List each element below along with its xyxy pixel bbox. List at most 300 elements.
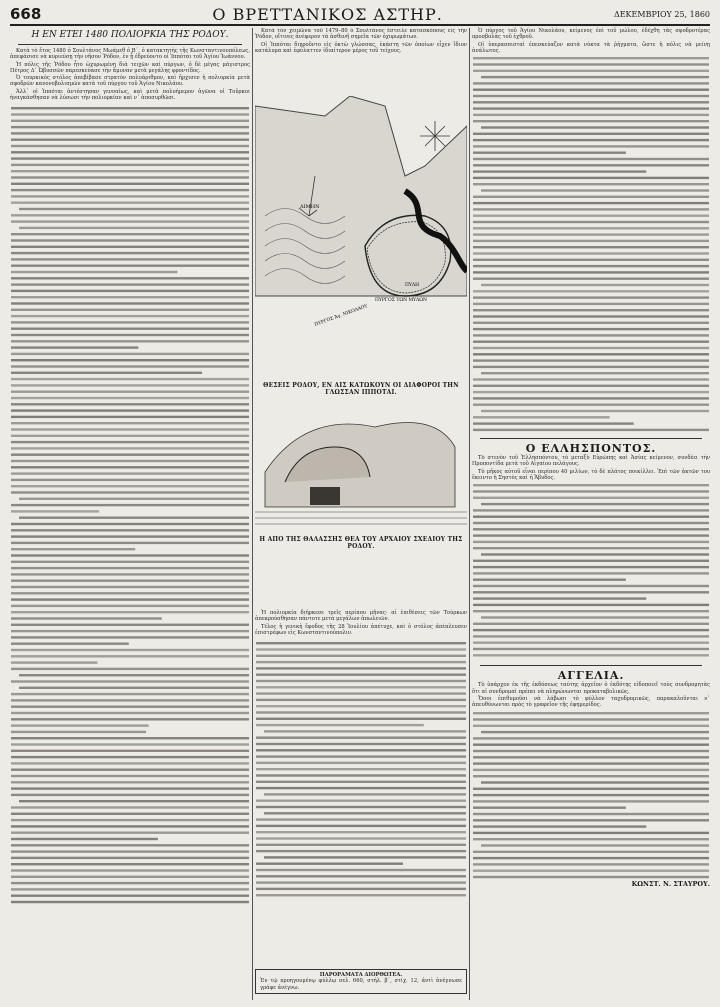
text-line	[256, 781, 466, 783]
paragraph: Τέλος ἡ γενικὴ ἔφοδος τῆς 28 Ἰουλίου ἀπέτυχε, καὶ ὁ στόλος ἀπέπλευσεν ἐπιστρέφων εἰς Κωνσταντινούπολιν.	[255, 623, 467, 636]
text-line	[11, 372, 202, 374]
text-line	[11, 170, 249, 172]
text-line	[11, 347, 138, 349]
text-line	[473, 259, 709, 261]
text-line	[11, 781, 249, 783]
text-line	[11, 460, 249, 462]
text-line	[11, 177, 249, 179]
text-line	[11, 448, 249, 450]
text-line	[473, 856, 709, 858]
text-line	[473, 491, 709, 493]
text-line	[473, 863, 709, 865]
text-line	[256, 743, 466, 745]
text-line	[11, 586, 249, 588]
text-line	[473, 404, 709, 406]
map-label: ΠΥΡΓΟΣ Ἁγ. ΝΙΚΟΛΑΟΥ	[313, 304, 369, 328]
text-line	[11, 769, 249, 771]
article-body	[10, 48, 250, 101]
text-line	[11, 309, 249, 311]
notice-text: Ἐν τῷ προηγουμένῳ φύλλῳ σελ. 660, στήλ. β΄, στίχ. 12, ἀντὶ ἀνέγνωσε γράφε ἀνέγνω.	[260, 978, 462, 991]
text-line	[11, 643, 129, 645]
text-line	[473, 819, 709, 821]
text-line	[11, 555, 249, 557]
text-line	[11, 378, 249, 380]
text-line	[264, 856, 466, 858]
text-line	[473, 158, 709, 160]
text-line	[481, 126, 709, 128]
text-line	[256, 863, 403, 865]
text-line	[11, 763, 249, 765]
text-line	[473, 215, 709, 217]
text-line	[256, 875, 466, 877]
text-line	[264, 793, 466, 795]
text-line	[473, 869, 709, 871]
text-line	[481, 76, 709, 78]
map-label: ΠΥΡΓΟΣ ΤΩΝ ΜΥΛΩΝ	[375, 298, 427, 303]
text-line	[19, 227, 249, 229]
text-line	[473, 278, 709, 280]
text-lines	[11, 107, 249, 903]
text-line	[481, 617, 709, 619]
text-line	[473, 793, 709, 795]
footer-notice-box	[255, 969, 467, 994]
text-line	[19, 674, 249, 676]
text-line	[256, 844, 466, 846]
text-line	[11, 599, 249, 601]
text-line	[11, 473, 249, 475]
text-line	[11, 826, 249, 828]
ads-title: ΑΓΓΕΛΙΑ.	[557, 669, 625, 683]
text-line	[11, 832, 249, 834]
text-line	[11, 561, 249, 563]
text-line	[473, 629, 709, 631]
text-lines	[256, 642, 466, 896]
text-line	[481, 284, 709, 286]
text-line	[473, 800, 709, 802]
text-line	[473, 152, 626, 154]
text-line	[11, 807, 249, 809]
section-body	[472, 455, 710, 481]
text-line	[19, 498, 249, 500]
text-line	[481, 503, 709, 505]
text-line	[11, 196, 249, 198]
text-line	[473, 82, 709, 84]
text-line	[11, 479, 249, 481]
text-line	[473, 528, 709, 530]
text-line	[473, 838, 709, 840]
text-line	[11, 637, 249, 639]
text-line	[11, 611, 249, 613]
text-line	[11, 504, 249, 506]
text-line	[11, 328, 249, 330]
text-line	[11, 259, 249, 261]
text-line	[256, 718, 466, 720]
text-line	[473, 95, 709, 97]
text-line	[473, 875, 709, 877]
text-line	[473, 756, 709, 758]
text-line	[473, 234, 709, 236]
title-rule	[18, 44, 242, 45]
paragraph: Ἡ πόλις τῆς Ῥόδου ἦτο ὠχυρωμένη διὰ τειχῶν καὶ πύργων, ὁ δὲ μέγας μάγιστρος Πέτρος Δ᾽ Ὠβυσσῶν παρεσκεύασε τὴν ἄμυναν μετὰ μεγάλης φροντίδος.	[10, 61, 250, 74]
text-line	[256, 831, 466, 833]
text-line	[473, 535, 709, 537]
text-line	[473, 322, 709, 324]
text-line	[264, 730, 466, 732]
text-line	[473, 429, 709, 431]
paragraph: Ὁ πύργος τοῦ Ἁγίου Νικολάου, κείμενος ἐπὶ τοῦ μώλου, ἐδέχθη τὰς σφοδροτέρας προσβολὰς τοῦ ἐχθροῦ.	[472, 28, 710, 41]
text-line	[11, 290, 249, 292]
paragraph: Τὸ στενὸν τοῦ Ἑλλησπόντου, τὸ μεταξὺ Εὐρώπης καὶ Ἀσίας κείμενον, συνδέει τὴν Προποντίδα μετὰ τοῦ Αἰγαίου πελάγους.	[472, 455, 710, 468]
text-line	[473, 831, 709, 833]
text-line	[473, 315, 709, 317]
right-article-body	[472, 28, 710, 54]
text-line	[11, 315, 249, 317]
text-line	[256, 825, 466, 827]
text-line	[256, 655, 466, 657]
text-line	[473, 353, 709, 355]
text-line	[473, 397, 709, 399]
text-line	[473, 366, 709, 368]
text-line	[256, 837, 466, 839]
page-number: 668	[10, 5, 42, 23]
map-label: ΠΥΛΗ	[405, 283, 420, 288]
text-line	[256, 800, 466, 802]
left-column	[10, 28, 250, 998]
text-line	[473, 579, 626, 581]
text-line	[473, 89, 709, 91]
text-line	[473, 208, 709, 210]
text-line	[11, 340, 249, 342]
text-line	[473, 303, 709, 305]
paragraph: Ἀλλ᾽ οἱ Ἱππόται ἀντέστησαν γενναίως, καὶ μετὰ πολυήμερον ἀγῶνα οἱ Τοῦρκοι ἠναγκάσθησαν νὰ λύσωσι τὴν πολιορκίαν καὶ ν᾽ ἀποσυρθῶσι.	[10, 88, 250, 102]
figure-area	[255, 28, 467, 608]
text-line	[256, 850, 466, 852]
text-line	[473, 183, 709, 185]
text-line	[473, 423, 634, 425]
text-line	[473, 133, 709, 135]
text-line	[473, 57, 709, 59]
text-line	[256, 888, 466, 890]
text-line	[256, 819, 466, 821]
text-line	[256, 642, 466, 644]
text-line	[11, 618, 162, 620]
text-line	[11, 725, 149, 727]
text-line	[256, 869, 466, 871]
text-line	[473, 787, 709, 789]
text-line	[473, 573, 709, 575]
text-line	[19, 208, 249, 210]
ads-rule	[480, 665, 702, 666]
text-line	[481, 730, 709, 732]
text-line	[11, 819, 249, 821]
text-line	[481, 372, 709, 374]
text-line	[473, 516, 709, 518]
text-line	[473, 202, 709, 204]
text-line	[11, 901, 249, 903]
text-line	[11, 706, 249, 708]
text-line	[473, 510, 709, 512]
paragraph: Ἡ πολιορκία διήρκεσε τρεῖς περίπου μῆνας· αἱ ἐπιθέσεις τῶν Τούρκων ἀπεκρούσθησαν πάντοτε μετὰ μεγάλων ἀπωλειῶν.	[255, 610, 467, 623]
rhodes-map-illustration	[255, 96, 467, 396]
paragraph: Τὸ ὑπάρχον ἐκ τῆς ἐκδόσεως ταύτης ἀρχεῖον ὁ ἐκδότης εἰδοποιεῖ τοὺς συνδρομητὰς ὅτι αἱ συνδρομαὶ πρέπει νὰ πληρώνωνται προκαταβολικῶς.	[472, 682, 710, 695]
text-line	[11, 334, 249, 336]
text-line	[473, 391, 709, 393]
text-line	[473, 378, 709, 380]
text-line	[473, 585, 709, 587]
text-line	[11, 756, 249, 758]
text-line	[11, 107, 249, 109]
column-text-texture	[472, 55, 710, 435]
column-divider	[469, 28, 470, 1000]
text-line	[473, 114, 709, 116]
text-line	[473, 806, 626, 808]
text-line	[11, 649, 249, 651]
section-title: Ο ΕΛΛΗΣΠΟΝΤΟΣ.	[525, 442, 657, 456]
text-line	[11, 731, 146, 733]
text-line	[256, 787, 466, 789]
text-line	[473, 825, 646, 827]
text-line	[11, 794, 249, 796]
text-line	[473, 591, 709, 593]
text-line	[11, 133, 249, 135]
text-line	[473, 63, 709, 65]
text-line	[256, 674, 466, 676]
text-line	[11, 870, 249, 872]
text-line	[473, 139, 709, 141]
text-line	[11, 718, 249, 720]
text-line	[256, 686, 466, 688]
signature: ΚΩΝΣΤ. Ν. ΣΤΑΥΡΟΥ.	[631, 879, 710, 888]
text-line	[481, 554, 709, 556]
text-line	[473, 654, 709, 656]
text-line	[256, 648, 466, 650]
text-line	[473, 227, 709, 229]
text-line	[11, 403, 249, 405]
text-line	[256, 768, 466, 770]
text-line	[11, 737, 249, 739]
text-line	[473, 850, 709, 852]
right-column	[472, 28, 710, 998]
text-line	[19, 800, 249, 802]
page-header	[10, 4, 710, 26]
text-line	[11, 353, 249, 355]
text-line	[11, 240, 249, 242]
text-line	[256, 693, 466, 695]
text-line	[11, 523, 249, 525]
text-line	[11, 700, 249, 702]
text-line	[256, 749, 466, 751]
map-caption: ΘΕΣΕΙΣ ΡΟΔΟΥ, ΕΝ ΑΙΣ ΚΑΤΩΚΟΥΝ ΟΙ ΔΙΑΦΟΡΟΙ ΤΗΝ ΓΛΩΣΣΑΝ ΙΠΠΟΤΑΙ.	[263, 382, 459, 396]
text-line	[473, 171, 646, 173]
text-line	[473, 724, 709, 726]
text-line	[256, 737, 466, 739]
text-line	[473, 560, 709, 562]
text-line	[473, 360, 709, 362]
text-lines	[473, 484, 709, 657]
text-line	[11, 214, 249, 216]
text-line	[256, 667, 466, 669]
text-line	[11, 542, 249, 544]
text-line	[11, 851, 249, 853]
text-line	[11, 296, 249, 298]
text-line	[256, 711, 466, 713]
paragraph: Τὸ μῆκος αὐτοῦ εἶναι περίπου 40 μιλίων, τὸ δὲ πλάτος ποικίλλει. Ἐπὶ τῶν ἀκτῶν του ἔκειντο ἡ Σηστὸς καὶ ἡ Ἄβυδος.	[472, 468, 710, 482]
text-line	[11, 655, 249, 657]
notice-title: ΠΑΡΟΡΑΜΑΤΑ ΔΙΟΡΘΩΤΕΑ.	[319, 972, 403, 979]
text-line	[256, 806, 466, 808]
text-line	[264, 812, 466, 814]
text-line	[11, 139, 249, 141]
text-line	[11, 630, 249, 632]
text-line	[473, 768, 709, 770]
text-line	[473, 347, 709, 349]
text-line	[256, 894, 466, 896]
rhodes-sea-view-illustration	[255, 402, 467, 532]
text-line	[11, 580, 249, 582]
text-lines	[473, 712, 709, 878]
text-line	[11, 693, 249, 695]
text-line	[11, 863, 249, 865]
text-line	[473, 743, 709, 745]
text-line	[481, 844, 709, 846]
text-line	[473, 484, 709, 486]
text-line	[473, 297, 709, 299]
text-line	[11, 529, 249, 531]
text-line	[11, 492, 249, 494]
text-line	[11, 145, 249, 147]
text-line	[11, 189, 249, 191]
ads-body	[472, 682, 710, 708]
text-line	[11, 410, 249, 412]
text-line	[473, 749, 709, 751]
text-line	[473, 341, 709, 343]
paragraph: Οἱ Ἱππόται διῃροῦντο εἰς ὀκτὼ γλώσσας, ἑκάστη τῶν ὁποίων εἶχεν ἴδιον κατάλυμα καὶ ἐφύλαττεν ἰδιαίτερον μέρος τοῦ τείχους.	[255, 41, 467, 54]
text-line	[473, 177, 709, 179]
text-line	[473, 718, 709, 720]
column-text-texture	[472, 482, 710, 662]
text-line	[11, 788, 249, 790]
text-line	[11, 416, 249, 418]
text-line	[473, 252, 709, 254]
issue-date: ΔΕΚΕΜΒΡΙΟΥ 25, 1860	[613, 9, 710, 19]
text-line	[11, 422, 249, 424]
text-line	[11, 662, 97, 664]
text-line	[256, 705, 466, 707]
text-line	[11, 895, 249, 897]
text-line	[11, 265, 249, 267]
text-line	[473, 416, 610, 418]
text-line	[11, 322, 249, 324]
text-line	[11, 813, 249, 815]
text-line	[256, 774, 466, 776]
text-line	[256, 762, 466, 764]
section-rule	[480, 438, 702, 439]
text-line	[473, 265, 709, 267]
text-line	[473, 145, 709, 147]
text-line	[256, 756, 466, 758]
text-line	[11, 775, 249, 777]
text-line	[473, 598, 646, 600]
text-line	[256, 699, 466, 701]
text-line	[473, 164, 709, 166]
middle-article-body	[255, 610, 467, 636]
text-line	[11, 277, 249, 279]
text-line	[11, 750, 249, 752]
text-line	[11, 183, 249, 185]
text-line	[11, 429, 249, 431]
text-line	[11, 114, 249, 116]
text-line	[11, 592, 249, 594]
text-line	[11, 435, 249, 437]
text-line	[11, 511, 99, 513]
text-line	[11, 882, 249, 884]
text-line	[11, 574, 249, 576]
text-line	[11, 441, 249, 443]
column-divider	[252, 28, 253, 1000]
article-title: Η ΕΝ ΕΤΕΙ 1480 ΠΟΛΙΟΡΚΙΑ ΤΗΣ ΡΟΔΟΥ.	[31, 30, 229, 40]
text-line	[473, 604, 709, 606]
text-line	[11, 252, 249, 254]
text-line	[473, 566, 709, 568]
text-lines	[473, 57, 709, 431]
text-line	[473, 812, 709, 814]
text-line	[473, 101, 709, 103]
sea-view-caption: Η ΑΠΟ ΤΗΣ ΘΑΛΑΣΣΗΣ ΘΕΑ ΤΟΥ ΑΡΧΑΙΟΥ ΣΧΕΔΙΟΥ ΤΗΣ ΡΟΔΟΥ.	[259, 536, 463, 550]
text-line	[256, 661, 466, 663]
paragraph: Οἱ ὑπερασπισταὶ ἐπεσκεύαζον κατὰ νύκτα τὰ ῥήγματα, ὥστε ἡ πόλις νὰ μείνῃ ἀνάλωτος.	[472, 41, 710, 54]
text-line	[473, 497, 709, 499]
text-line	[473, 636, 709, 638]
text-line	[473, 271, 709, 273]
text-line	[473, 642, 709, 644]
text-line	[473, 541, 709, 543]
text-line	[473, 196, 709, 198]
text-line	[473, 385, 709, 387]
text-line	[473, 70, 709, 72]
text-line	[11, 366, 249, 368]
text-line	[256, 680, 466, 682]
text-line	[11, 454, 249, 456]
middle-article-top	[255, 28, 467, 96]
text-line	[256, 724, 424, 726]
text-line	[11, 221, 249, 223]
middle-column	[255, 610, 467, 1000]
text-line	[11, 838, 158, 840]
text-line	[473, 762, 709, 764]
masthead-title: Ο ΒΡΕΤΤΑΝΙΚΟΣ ΑΣΤΗΡ.	[212, 4, 443, 24]
text-line	[473, 328, 709, 330]
text-line	[473, 610, 709, 612]
text-line	[19, 517, 249, 519]
text-line	[11, 712, 249, 714]
paragraph: Κατὰ τὸν χειμῶνα τοῦ 1479–80 ὁ Σουλτάνος ἔστειλε κατασκόπους εἰς τὴν Ῥόδον, οἵτινες ἀνέφερον τὰ ἀσθενῆ σημεῖα τῶν ὀχυρωμάτων.	[255, 28, 467, 41]
text-line	[473, 623, 709, 625]
text-line	[11, 120, 249, 122]
text-line	[11, 567, 249, 569]
paragraph: Κατὰ τὸ ἔτος 1480 ὁ Σουλτάνος Μωάμεθ ὁ Β΄, ὁ κατακτητὴς τῆς Κωνσταντινουπόλεως, ἀπεφάσισε νὰ κυριεύσῃ τὴν νῆσον Ῥόδον, ἐν ᾗ ἐδρεύοντο οἱ Ἱππόται τοῦ Ἁγίου Ἰωάννου.	[10, 48, 250, 61]
text-line	[11, 271, 177, 273]
text-line	[11, 246, 249, 248]
text-line	[11, 548, 135, 550]
column-text-texture	[10, 105, 250, 905]
text-line	[481, 189, 709, 191]
text-line	[11, 466, 249, 468]
text-line	[473, 309, 709, 311]
text-line	[473, 775, 709, 777]
text-line	[473, 547, 709, 549]
text-line	[11, 536, 249, 538]
text-line	[481, 410, 709, 412]
